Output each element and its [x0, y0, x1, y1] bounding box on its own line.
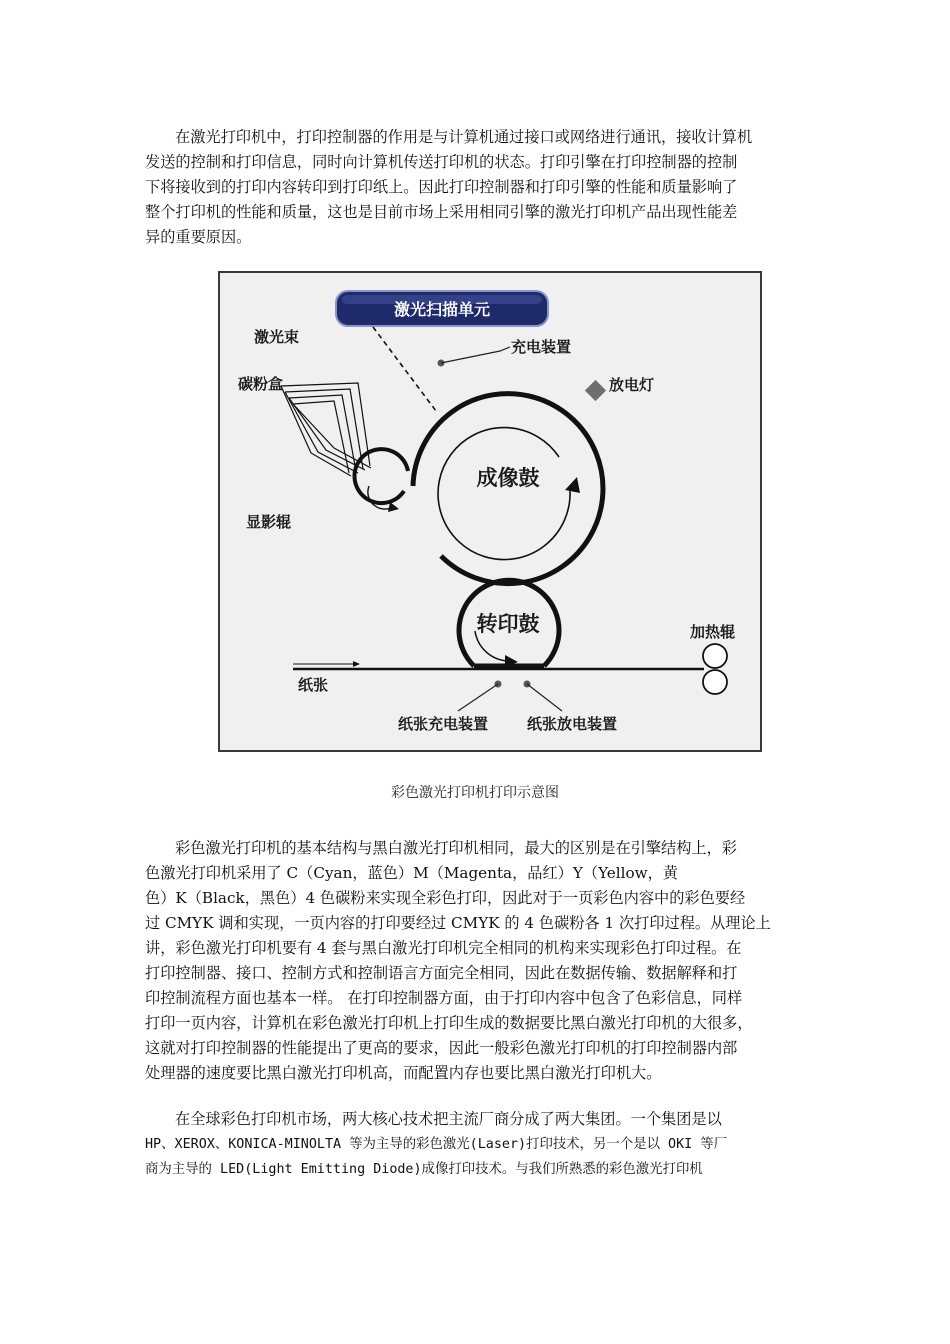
text-line: 商为主导的 LED(Light Emitting Diode)成像打印技术。与我们所熟悉的彩色激光打印机 [145, 1162, 703, 1177]
text-line: 在全球彩色打印机市场，两大核心技术把主流厂商分成了两大集团。一个集团是以 [175, 1110, 722, 1128]
text-line: 色）K（Black，黑色）4 色碳粉来实现全彩色打印，因此对于一页彩色内容中的彩色要经 [145, 889, 746, 907]
text-line: 异的重要原因。 [145, 228, 252, 246]
text-line: 整个打印机的性能和质量，这也是目前市场上采用相同引擎的激光打印机产品出现性能差 [145, 203, 738, 221]
paper-charger-label: 纸张充电装置 [398, 715, 489, 733]
text-line: 过 CMYK 调和实现，一页内容的打印要经过 CMYK 的 4 色碳粉各 1 次打印过程。从理论上 [145, 914, 771, 932]
imaging-drum-label: 成像鼓 [476, 466, 540, 490]
discharge-lamp-label: 放电灯 [609, 376, 655, 394]
fuser-roller-top [703, 644, 727, 668]
developer-roller-label: 显影辊 [246, 513, 292, 531]
charger-label: 充电装置 [511, 338, 572, 356]
text-line: 彩色激光打印机的基本结构与黑白激光打印机相同，最大的区别是在引擎结构上，彩 [175, 839, 737, 857]
laser-beam-label: 激光束 [254, 328, 300, 346]
paragraph-color-laser-structure [145, 836, 807, 1086]
text-line: 下将接收到的打印内容转印到打印纸上。因此打印控制器和打印引擎的性能和质量影响了 [145, 178, 738, 196]
text-line: HP、XEROX、KONICA-MINOLTA 等为主导的彩色激光(Laser)打印技术，另一个是以 OKI 等厂 [145, 1137, 728, 1152]
laser-scan-unit-banner [336, 291, 548, 326]
paragraph-printer-controller [145, 125, 807, 250]
text-line: 打印控制器、接口、控制方式和控制语言方面完全相同，因此在数据传输、数据解释和打 [145, 964, 738, 982]
figure-caption: 彩色激光打印机打印示意图 [391, 785, 559, 801]
text-line: 色激光打印机采用了 C（Cyan，蓝色）M（Magenta，品红）Y（Yellow，黄 [145, 864, 678, 882]
color-laser-printer-diagram [218, 271, 762, 752]
paper-label: 纸张 [298, 676, 329, 694]
transfer-drum-label: 转印鼓 [476, 612, 540, 636]
text-line: 打印一页内容，计算机在彩色激光打印机上打印生成的数据要比黑白激光打印机的大很多， [145, 1014, 753, 1032]
text-line: 发送的控制和打印信息，同时向计算机传送打印机的状态。打印引擎在打印控制器的控制 [145, 153, 738, 171]
laser-scan-unit-label: 激光扫描单元 [393, 300, 491, 319]
paper-discharger-label: 纸张放电装置 [527, 715, 618, 733]
fuser-roller-label: 加热辊 [690, 623, 736, 641]
text-line: 处理器的速度要比黑白激光打印机高，而配置内存也要比黑白激光打印机大。 [145, 1064, 662, 1082]
text-line: 这就对打印控制器的性能提出了更高的要求，因此一般彩色激光打印机的打印控制器内部 [145, 1039, 738, 1057]
paragraph-market-groups [145, 1107, 807, 1182]
text-line: 印控制流程方面也基本一样。 在打印控制器方面，由于打印内容中包含了色彩信息，同样 [145, 989, 743, 1007]
text-line: 讲，彩色激光打印机要有 4 套与黑白激光打印机完全相同的机构来实现彩色打印过程。在 [145, 939, 742, 957]
text-line: 在激光打印机中，打印控制器的作用是与计算机通过接口或网络进行通讯，接收计算机 [175, 128, 753, 146]
fuser-roller-bottom [703, 670, 727, 694]
toner-cartridge-label: 碳粉盒 [238, 375, 284, 393]
